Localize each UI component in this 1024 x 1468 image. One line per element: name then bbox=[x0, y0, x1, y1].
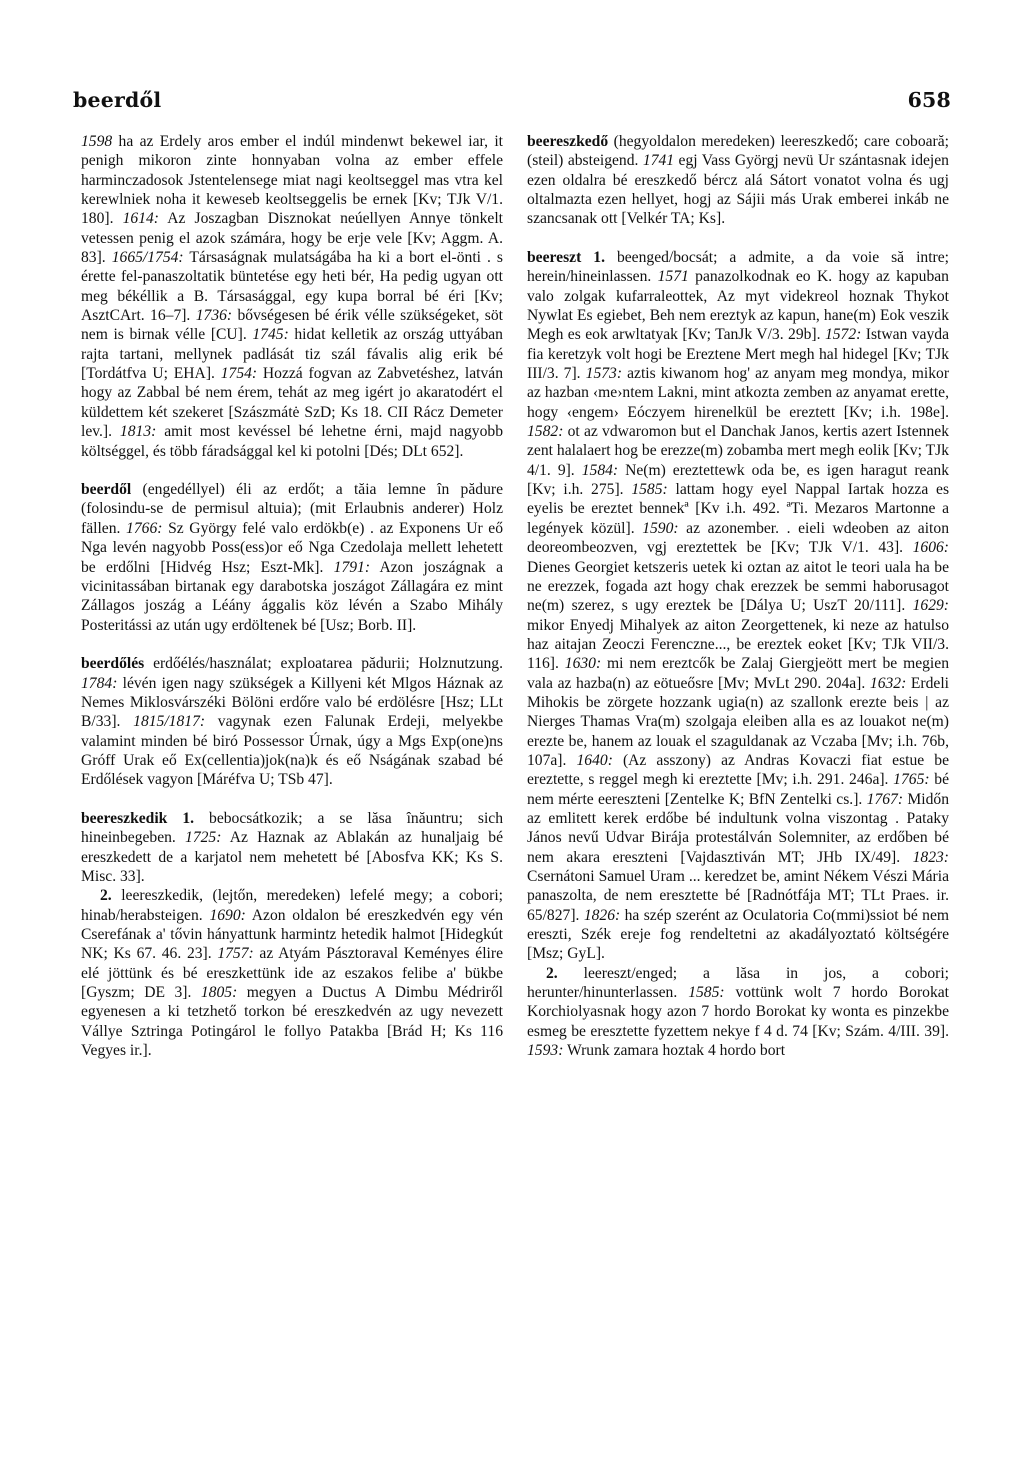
entry-beereszt-sense-2 bbox=[527, 964, 949, 1061]
entry-headword: beerdől bbox=[81, 481, 132, 499]
sense-number: 1. bbox=[182, 809, 195, 827]
right-column bbox=[527, 132, 949, 1080]
entry-text: bebocsátkozik; a se lăsa înăuntru; sich hineinbegeben. 1725: Az Haznak az Ablakán az hunaljaig bé ereszkedett de a karjatol nem mehetett bé [Abosfva KK; Ks S. Misc. 33]. bbox=[81, 809, 503, 885]
entry-headword: beereszkedik bbox=[81, 809, 168, 827]
entry-beereszkedik-sense-2 bbox=[81, 886, 503, 1060]
entry-text: erdőélés/használat; exploatarea pădurii; Holznutzung. 1784: lévén igen nagy szükségek a Killyeni két Mlgos Háznak az Nemes Miklosvárszéki Bölöni erdőre valo bé erdölésre [Hsz; LLt B/33]. 1815/1817: vagynak ezen Falunak Erdeji, melyekbe valamint minden bé biró Possessor Úrnak, úgy a Mgs Exp(one)ns Gróff Urak eő Ex(cellentia)jok(na)k és eő Nságának szabad bé Erdőlések vagyon [Máréfva U; TSb 47]. bbox=[81, 655, 503, 789]
header-headword: beerdől bbox=[73, 88, 162, 112]
entry-headword: beereszt bbox=[527, 249, 582, 267]
entry-beereszt bbox=[527, 248, 949, 964]
entry-beereszkedik bbox=[81, 809, 503, 886]
left-column bbox=[81, 132, 503, 1080]
entry-beerdoles bbox=[81, 654, 503, 789]
running-header bbox=[73, 88, 951, 122]
entry-text: leereszkedik, (lejtőn, meredeken) lefelé megy; a cobori; hinab/herabsteigen. 1690: Azon oldalon bé ereszkedvén egy vén Cserefának a' tővin hányattunk harmintz hetedik halmot [Hidegkút NK; Ks 67. 46. 23]. 1757: az Atyám Pásztoraval Keményes élire elé jöttünk és bé ereszkettünk ide az eszakos felibe a' bükbe [Gyszm; DE 3]. 1805: megyen a Ductus A Dimbu Médriről egyenesen a ki tetzhető torkon bé ereszkedvén az ugy nevezett Vállye Sztringa Potingárol le follyo Patakba [Brád H; Ks 116 Vegyes ir.]. bbox=[81, 887, 503, 1060]
sense-number: 1. bbox=[593, 249, 605, 267]
entry-text: beenged/bocsát; a admite, a da voie să intre; herein/hineinlassen. 1571 panazolkodnak eo K. hogy az kapuban valo zolgak kufarraleottek, Az myt videkreol hoznak Thykot Nywlat Es egiebet, Beh nem ereztyk az kapun, hane(m) Eok veszik Megh es eok arwltatyak [Kv; TanJk V/3. 29b]. 1572: Istwan vayda fia keretzyk volt hogi be Ereztene Mert megh hal hidegel [Kv; TJk III/3. 7]. 1573: aztis kiwanom hog' az anyam meg mondya, mikor az hazban ‹me›ntem Lakni, mint atkozta zemben az anyamat erette, hogy ‹engem› Eóczyem hirenelkül be ereztett [Kv; i.h. 198e]. 1582: ot az vdwaromon but el Danchak Janos, kertis azert Istennek zent halalaert hog be erezze(m) zobamba mert megh eolik [Kv; TJk 4/1. 9]. 1584: Ne(m) ereztettewk oda be, es igen haragut reank [Kv; i.h. 275]. 1585: lattam hogy eyel Nappal Iartak hozza es eyelis be ereztet bennekª [Kv i.h. 492. ªTi. Mezaros Martonne a legények közül]. 1590: az azonember. . eieli wdeoben az aiton deoreombeozven, vgj ereztettek be [Kv; TJk V/1. 43]. 1606: Dienes Georgiet ketszeris uetek ki oztan az aitot le teori uala ha be ne erezzek, fogada azt hogy chak erezzek be semmi haborusagot ne(m) szerez, s ugy ereztek be [Dálya U; UszT 20/111]. 1629: mikor Enyedj Mihalyek az aiton Zeorgettenek, ki neze az hatulso haz aitajan Zeoczi Ferenczne..., be ereztek eoket [Kv; TJk VII/3. 116]. 1630: mi nem ereztcők be Zalaj Giergjeött mert be megien vala az hazba(n) az eötueősre [Mv; MvLt 290. 204a]. 1632: Erdeli Mihokis be zörgete hozzank ugia(n) az szallonk erezte beis | az Nierges Thamas Vra(m) szolgaja eleiben alla es az louakot ne(m) erezte be, hanem az louak el szaguldanak az Vczaba [Mv; i.h. 76b, 107a]. 1640: (Az asszony) az Andras Kovaczi fiat estue be ereztette, s reggel megh ki ereztette [Mv; i.h. 291. 246a]. 1765: bé nem mérte eereszteni [Zentelke K; BfN Zentelki cs.]. 1767: Midőn az emlitett kerek erdőbe bé indultunk volna viszontag . Pataky János nevű Udvar Birája protestálván Solemniter, az erdőben bé nem akara ereszteni [Vajdasztiván MT; JHb IX/49]. 1823: Csernátoni Samuel Uram ... keredzet be, amint Nékem Vészi Mária panaszolta, de nem eresztette bé [Radnótfája MT; TLt Praes. ir. 65/827]. 1826: ha szép szerént az Oculatoria Co(mmi)ssiot bé nem ereszti, Szék ereje fog rendeltetni az akadályoztató költségére [Msz; GyL]. bbox=[527, 249, 950, 963]
entry-text: (engedéllyel) éli az erdőt; a tăia lemne în pădure (folosindu-se de permisul altuia); (mit Erlaubnis anderer) Holz fällen. 1766: Sz György felé valo erdökb(e) . az Exponens Ur eő Nga levén nagyobb Poss(ess)or eő Nga Czedolaja mellett lehetett be erdőlni [Hidvég Hsz; Eszt-Mk]. 1791: Azon joszágnak a vicinitassában birtanak egy darabotska joszágot Zállagára ez mint Zállagos joszág a Léány ággalis köz lévén a Szabo Mihály Posteritássi az után ugy erdöltenek bé [Usz; Borb. II]. bbox=[81, 481, 504, 634]
entry-text: 1598 ha az Erdely aros ember el indúl mindenwt bekewel iar, it penigh mikoron zinte honnyaban volna az ember effele harminczadosok Jstentelensege miat nagi keoltseggel mas vtra kel kerewlniek noha it keweseb keoltseggelis be ernek [Kv; TJk V/1. 180]. 1614: Az Joszagban Disznokat neúellyen Annye tönkelt vetessen penig el azok számára, hogy be erje vele [Kv; Aggm. A. 83]. 1665/1754: Társaságnak mulatságába ha ki a bort el-önti . s érette fel-panaszoltatik büntetése egy heti bér, Ha pedig ugyan ott meg békéllik a B. Társasággal, egy kupa borral bé éri [Kv; AsztCArt. 16–7]. 1736: bővségesen bé érik vélle szükségeket, söt nem is birnak vélle [CU]. 1745: hidat kelletik az ország uttyában rajta tartani, mellynek padlását tiz szál fávalis alig erik bé [Tordátfva U; EHA]. 1754: Hozzá fogvan az Zabvetéshez, latván hogy az Zabbal bé nem érem, tehát az meg igért jo akaratodért el küldettem két szekeret [Szászmátė SzD; Ks 18. CII Rácz Demeter lev.]. 1813: amit most kevéssel bé lehetne érni, majd nagyobb költséggel, és több fáradsággal kel ki potolni [Dés; DLt 652]. bbox=[81, 133, 503, 460]
entry-beerdol bbox=[81, 480, 503, 635]
entry-headword: beereszkedő bbox=[527, 133, 609, 150]
entry-text: leereszt/enged; a lăsa in jos, a cobori; herunter/hinunterlassen. 1585: vottünk wolt 7 hordo Borokat Korchiolyasnak hogy azon 7 hordo Borokat ky wonta es pinzekbe esmeg be eresztette fyzettem nekye f 4 d. 74 [Kv; Szám. 4/III. 39]. 1593: Wrunk zamara hoztak 4 hordo bort bbox=[527, 964, 950, 1060]
entry-beereszkedo bbox=[527, 132, 949, 229]
page-number: 658 bbox=[907, 88, 951, 112]
sense-number: 2. bbox=[546, 964, 558, 982]
entry-headword: beerdőlés bbox=[81, 655, 145, 673]
entry-text: (hegyoldalon meredeken) leereszkedő; care coboară; (steil) absteigend. 1741 egj Vass Györgj nevü Ur szántasnak idejen ezen oldalra bé ereszkedő bércz alá Sátort vonatot volna és ugj oltalmazta ezen hellyet, hogj az Sájii más Urak emberei inkáb ne szancsanak ott [Velkér TA; Ks]. bbox=[527, 133, 949, 228]
sense-number: 2. bbox=[100, 887, 112, 905]
entry-continuation bbox=[81, 132, 503, 461]
